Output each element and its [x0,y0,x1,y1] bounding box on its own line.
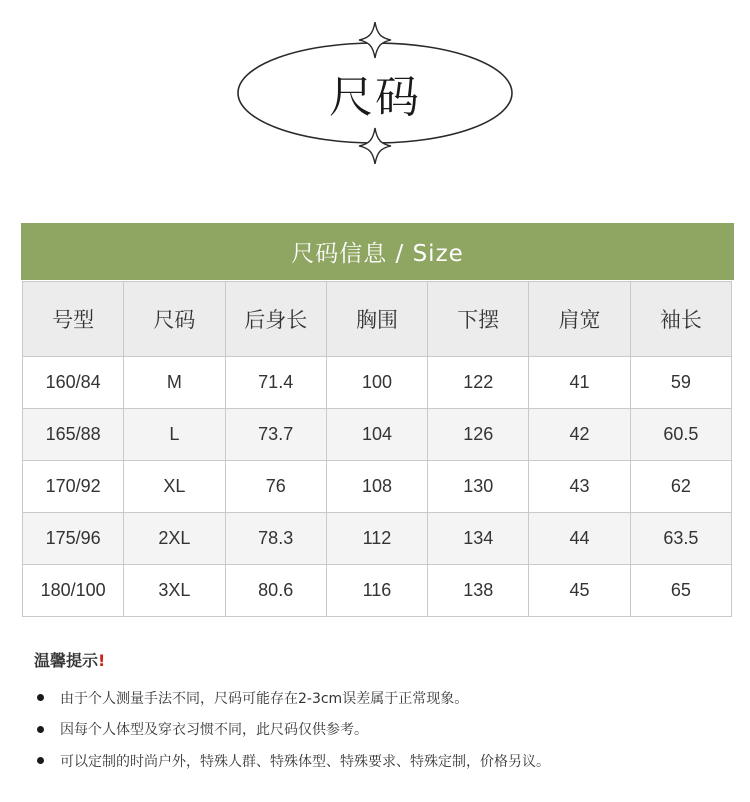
bullet-icon [37,757,44,764]
table-cell: 65 [630,565,731,617]
table-row [23,461,732,513]
tip-item [34,682,734,714]
table-cell: 175/96 [23,513,124,565]
table-cell: 45 [529,565,630,617]
col-header-sleeve: 袖长 [630,282,731,357]
table-cell: 170/92 [23,461,124,513]
table-cell: 126 [428,409,529,461]
size-table [22,281,732,617]
table-row [23,513,732,565]
col-header-shoulder: 肩宽 [529,282,630,357]
table-cell: 44 [529,513,630,565]
table-row [23,565,732,617]
table-cell: 138 [428,565,529,617]
table-cell: 71.4 [225,357,326,409]
tips-title-text: 温馨提示 [34,651,99,670]
tip-text: 因每个人体型及穿衣习惯不同，此尺码仅供参考。 [60,722,368,739]
table-cell: 112 [326,513,427,565]
tips-section [34,648,734,777]
bullet-icon [37,694,44,701]
table-cell: 62 [630,461,731,513]
tip-text: 可以定制的时尚户外，特殊人群、特殊体型、特殊要求、特殊定制，价格另议。 [60,753,550,770]
table-cell: 42 [529,409,630,461]
table-cell: XL [124,461,225,513]
table-row [23,409,732,461]
tip-item [34,714,734,746]
table-cell: 63.5 [630,513,731,565]
table-cell: 76 [225,461,326,513]
table-header-row [23,282,732,357]
tips-heading [34,648,734,671]
table-cell: 73.7 [225,409,326,461]
table-cell: L [124,409,225,461]
table-cell: 130 [428,461,529,513]
table-cell: 116 [326,565,427,617]
col-header-chest: 胸围 [326,282,427,357]
table-cell: 80.6 [225,565,326,617]
col-header-back-length: 后身长 [225,282,326,357]
table-cell: 78.3 [225,513,326,565]
tip-item [34,745,734,777]
title-ornament [236,22,514,164]
table-cell: 165/88 [23,409,124,461]
table-cell: 122 [428,357,529,409]
table-cell: 108 [326,461,427,513]
table-cell: 2XL [124,513,225,565]
table-cell: 100 [326,357,427,409]
bullet-icon [37,726,44,733]
table-row [23,357,732,409]
table-cell: 43 [529,461,630,513]
table-cell: 104 [326,409,427,461]
col-header-size: 尺码 [124,282,225,357]
table-cell: M [124,357,225,409]
table-cell: 41 [529,357,630,409]
table-cell: 3XL [124,565,225,617]
tip-text: 由于个人测量手法不同，尺码可能存在2-3cm误差属于正常现象。 [60,690,469,707]
table-cell: 160/84 [23,357,124,409]
table-cell: 59 [630,357,731,409]
table-cell: 60.5 [630,409,731,461]
size-info-banner: 尺码信息 / Size [21,223,734,280]
table-cell: 180/100 [23,565,124,617]
page-title: 尺码 [329,72,421,123]
tips-exclamation-mark: ! [98,651,106,670]
table-cell: 134 [428,513,529,565]
col-header-hem: 下摆 [428,282,529,357]
col-header-size-type: 号型 [23,282,124,357]
